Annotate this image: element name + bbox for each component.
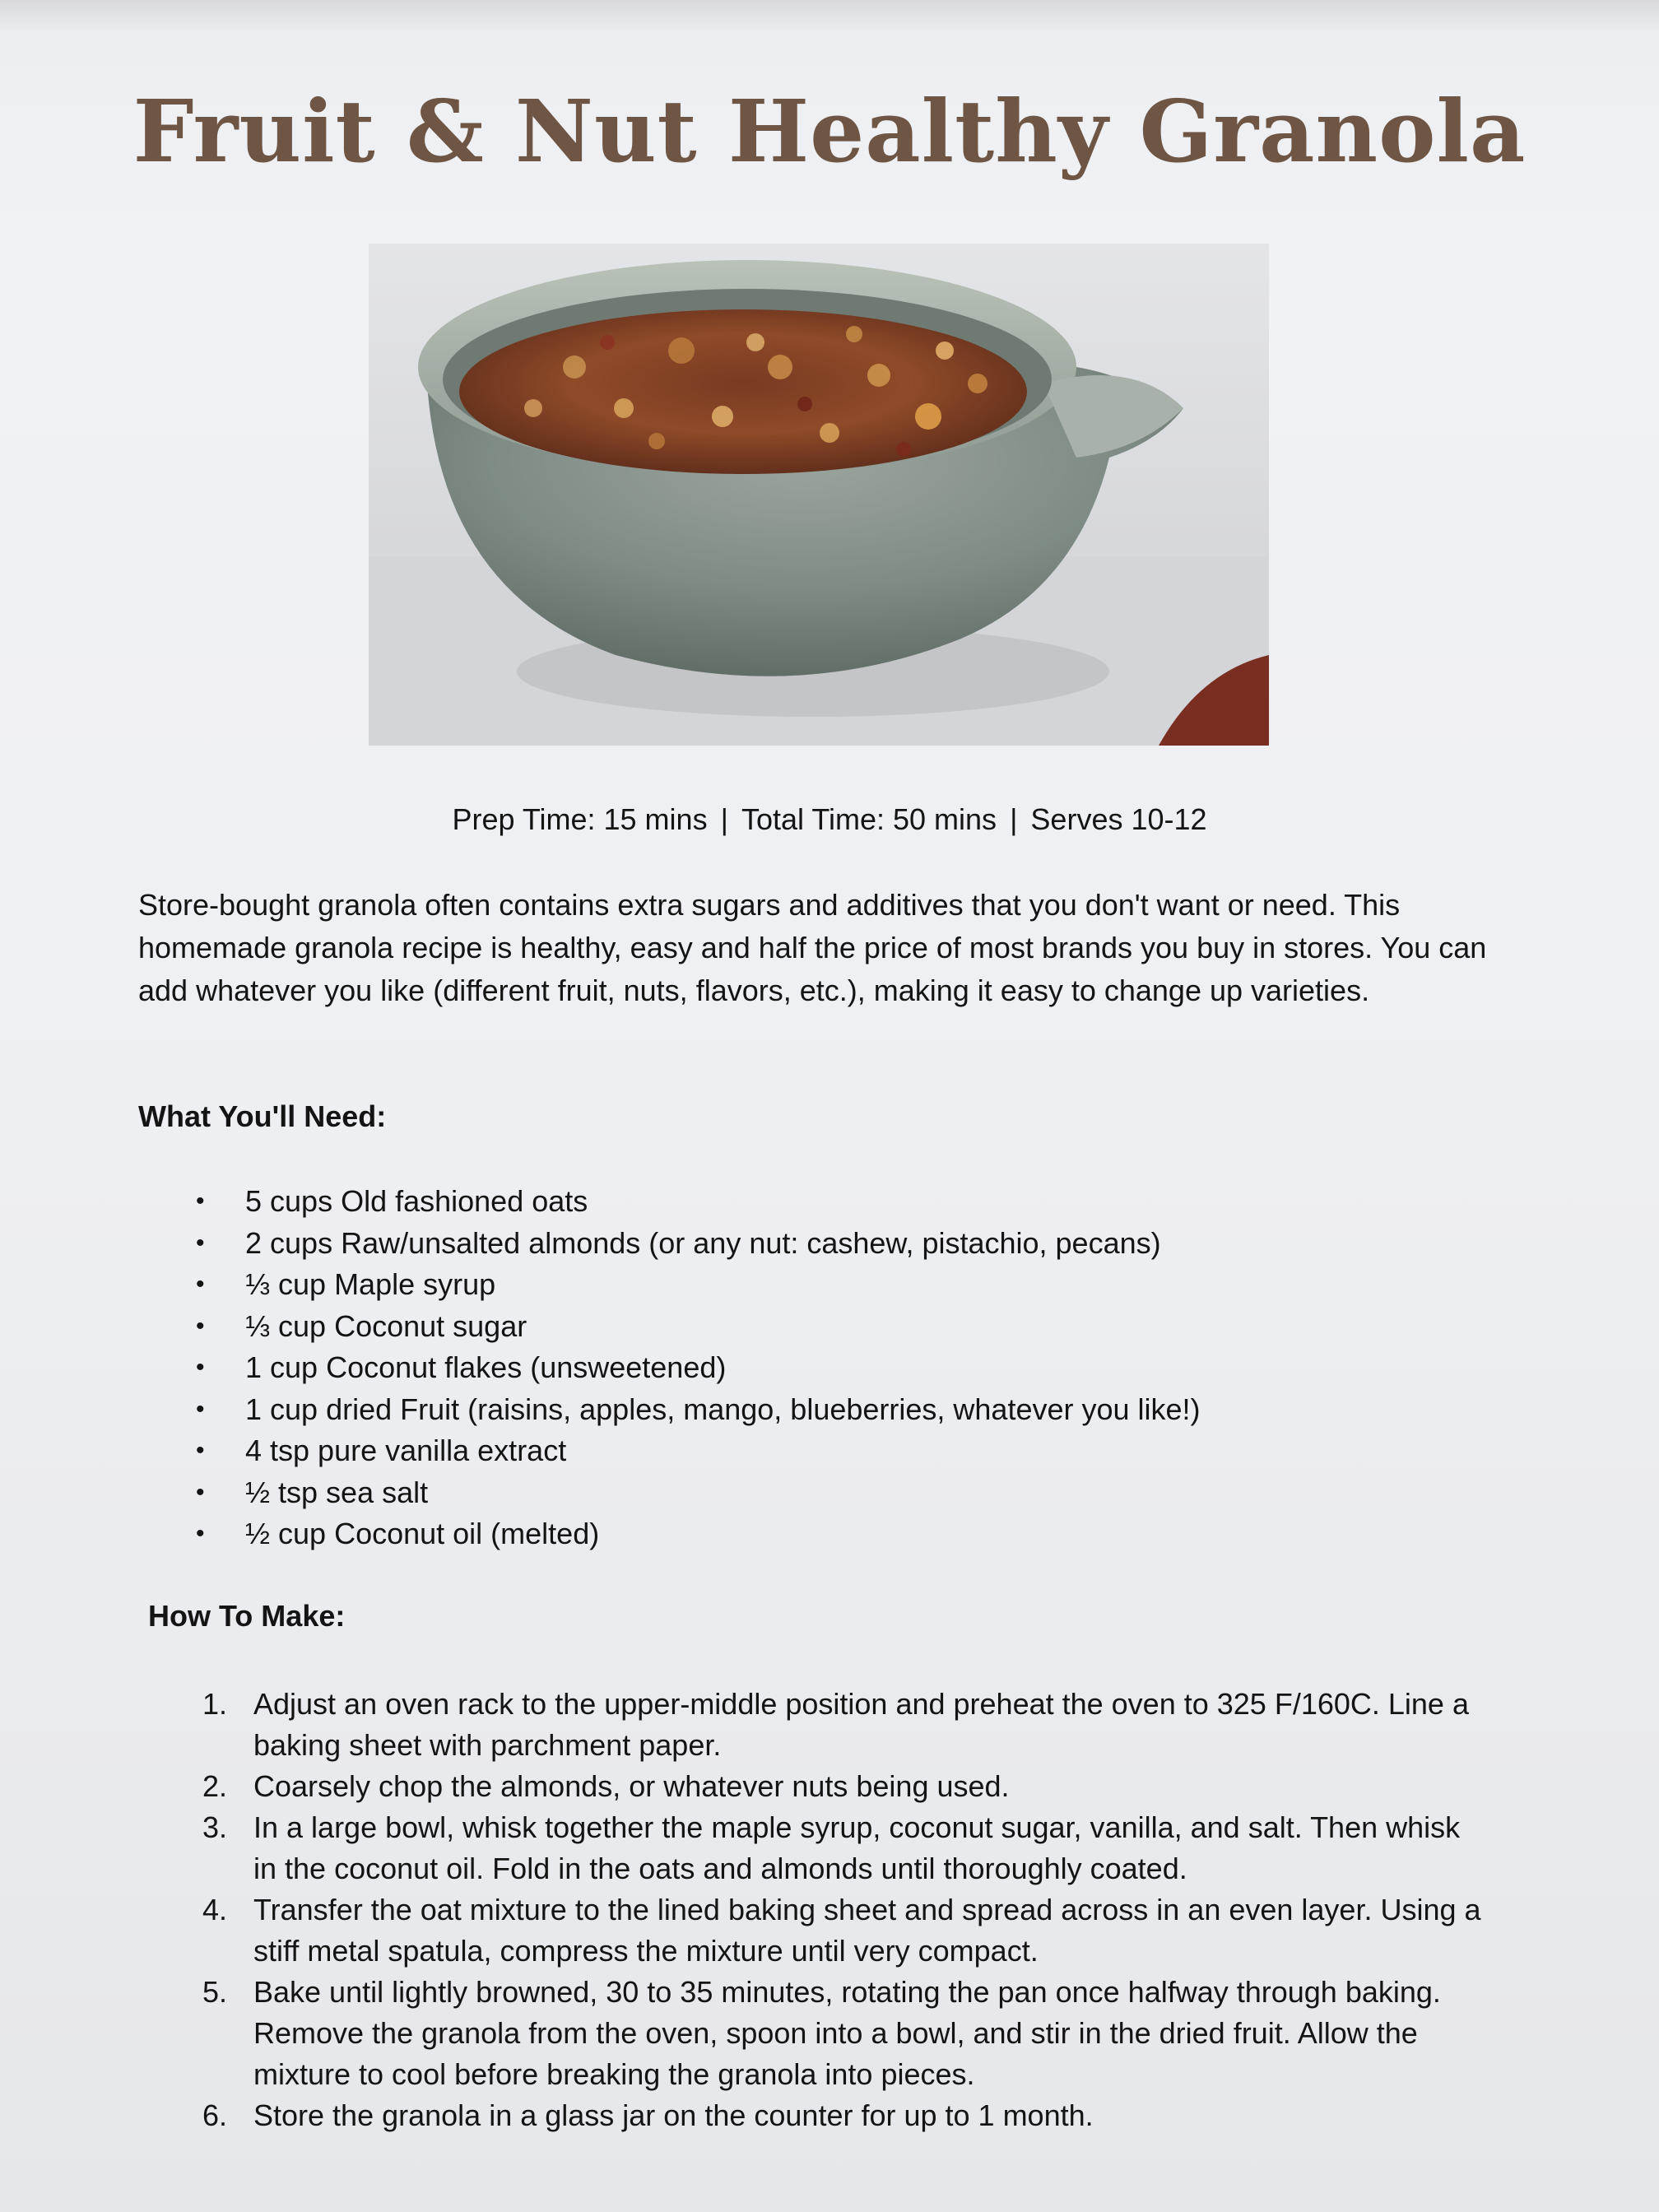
meta-separator: |	[720, 802, 728, 836]
step-item	[202, 1972, 1486, 2095]
step-item	[202, 2095, 1486, 2136]
bullet-icon: •	[196, 1520, 205, 1547]
step-text: Bake until lightly browned, 30 to 35 minutes, rotating the pan once halfway through baking. Remove the granola from the oven, spoon into a bowl, and stir in the dried fruit. Allow the mixture to cool before breaking the granola into pieces.	[253, 1975, 1441, 2091]
step-text: Coarsely chop the almonds, or whatever nuts being used.	[253, 1769, 1010, 1803]
step-number: 1.	[202, 1687, 228, 1721]
bullet-icon: •	[196, 1229, 205, 1257]
granola-bowl-illustration	[369, 244, 1269, 746]
step-number: 6.	[202, 2098, 228, 2132]
ingredient-item	[189, 1264, 1201, 1306]
step-text: Store the granola in a glass jar on the counter for up to 1 month.	[253, 2098, 1094, 2132]
bullet-icon: •	[196, 1354, 205, 1381]
steps-heading: How To Make:	[148, 1599, 346, 1633]
step-item	[202, 1684, 1486, 1766]
prep-time: Prep Time: 15 mins	[452, 802, 708, 836]
ingredient-text: 1 cup dried Fruit (raisins, apples, mango, blueberries, whatever you like!)	[245, 1392, 1201, 1426]
step-number: 3.	[202, 1810, 228, 1844]
bullet-icon: •	[196, 1187, 205, 1215]
recipe-meta	[0, 800, 1659, 839]
step-number: 4.	[202, 1893, 228, 1926]
ingredient-text: 1 cup Coconut flakes (unsweetened)	[245, 1350, 727, 1384]
ingredients-list	[189, 1181, 1201, 1555]
step-number: 2.	[202, 1769, 228, 1803]
steps-list	[202, 1684, 1486, 2136]
step-number: 5.	[202, 1975, 228, 2009]
total-time: Total Time: 50 mins	[741, 802, 997, 836]
ingredient-text: ⅓ cup Maple syrup	[245, 1267, 496, 1301]
ingredients-heading: What You'll Need:	[138, 1099, 387, 1133]
step-item	[202, 1807, 1486, 1889]
step-text: In a large bowl, whisk together the maple syrup, coconut sugar, vanilla, and salt. Then whisk in the coconut oil. Fold in the oats and almonds until thoroughly coated.	[253, 1810, 1461, 1885]
ingredient-item	[189, 1223, 1201, 1265]
ingredient-item	[189, 1181, 1201, 1223]
recipe-intro: Store-bought granola often contains extra sugars and additives that you don't want or need. This homemade granola recipe is healthy, easy and half the price of most brands you buy in stores. You can add whatever you like (different fruit, nuts, flavors, etc.), making it easy to change up varieties.	[138, 888, 1487, 1007]
step-item	[202, 1766, 1486, 1807]
servings: Serves 10-12	[1030, 802, 1207, 836]
ingredient-item	[189, 1389, 1201, 1431]
step-text: Transfer the oat mixture to the lined baking sheet and spread across in an even layer. Using a stiff metal spatula, compress the mixture until very compact.	[253, 1893, 1481, 1968]
ingredient-text: ½ tsp sea salt	[245, 1475, 429, 1509]
bullet-icon: •	[196, 1478, 205, 1506]
granola-bowl-photo	[369, 244, 1269, 746]
ingredient-item	[189, 1347, 1201, 1389]
ingredient-item	[189, 1513, 1201, 1555]
step-item	[202, 1889, 1486, 1972]
ingredient-item	[189, 1430, 1201, 1472]
ingredient-text: 5 cups Old fashioned oats	[245, 1184, 588, 1218]
meta-separator: |	[1010, 802, 1018, 836]
ingredient-text: 2 cups Raw/unsalted almonds (or any nut: cashew, pistachio, pecans)	[245, 1225, 1161, 1260]
bullet-icon: •	[196, 1271, 205, 1298]
step-text: Adjust an oven rack to the upper-middle position and preheat the oven to 325 F/160C. Line a baking sheet with parchment paper.	[253, 1687, 1469, 1762]
bullet-icon: •	[196, 1437, 205, 1464]
ingredient-text: ½ cup Coconut oil (melted)	[245, 1517, 600, 1550]
ingredient-text: 4 tsp pure vanilla extract	[245, 1434, 567, 1467]
ingredient-text: ⅓ cup Coconut sugar	[245, 1308, 527, 1343]
recipe-title: Fruit & Nut Healthy Granola	[132, 81, 1527, 182]
ingredient-item	[189, 1472, 1201, 1514]
bullet-icon: •	[196, 1312, 205, 1340]
bullet-icon: •	[196, 1395, 205, 1423]
ingredient-item	[189, 1306, 1201, 1348]
